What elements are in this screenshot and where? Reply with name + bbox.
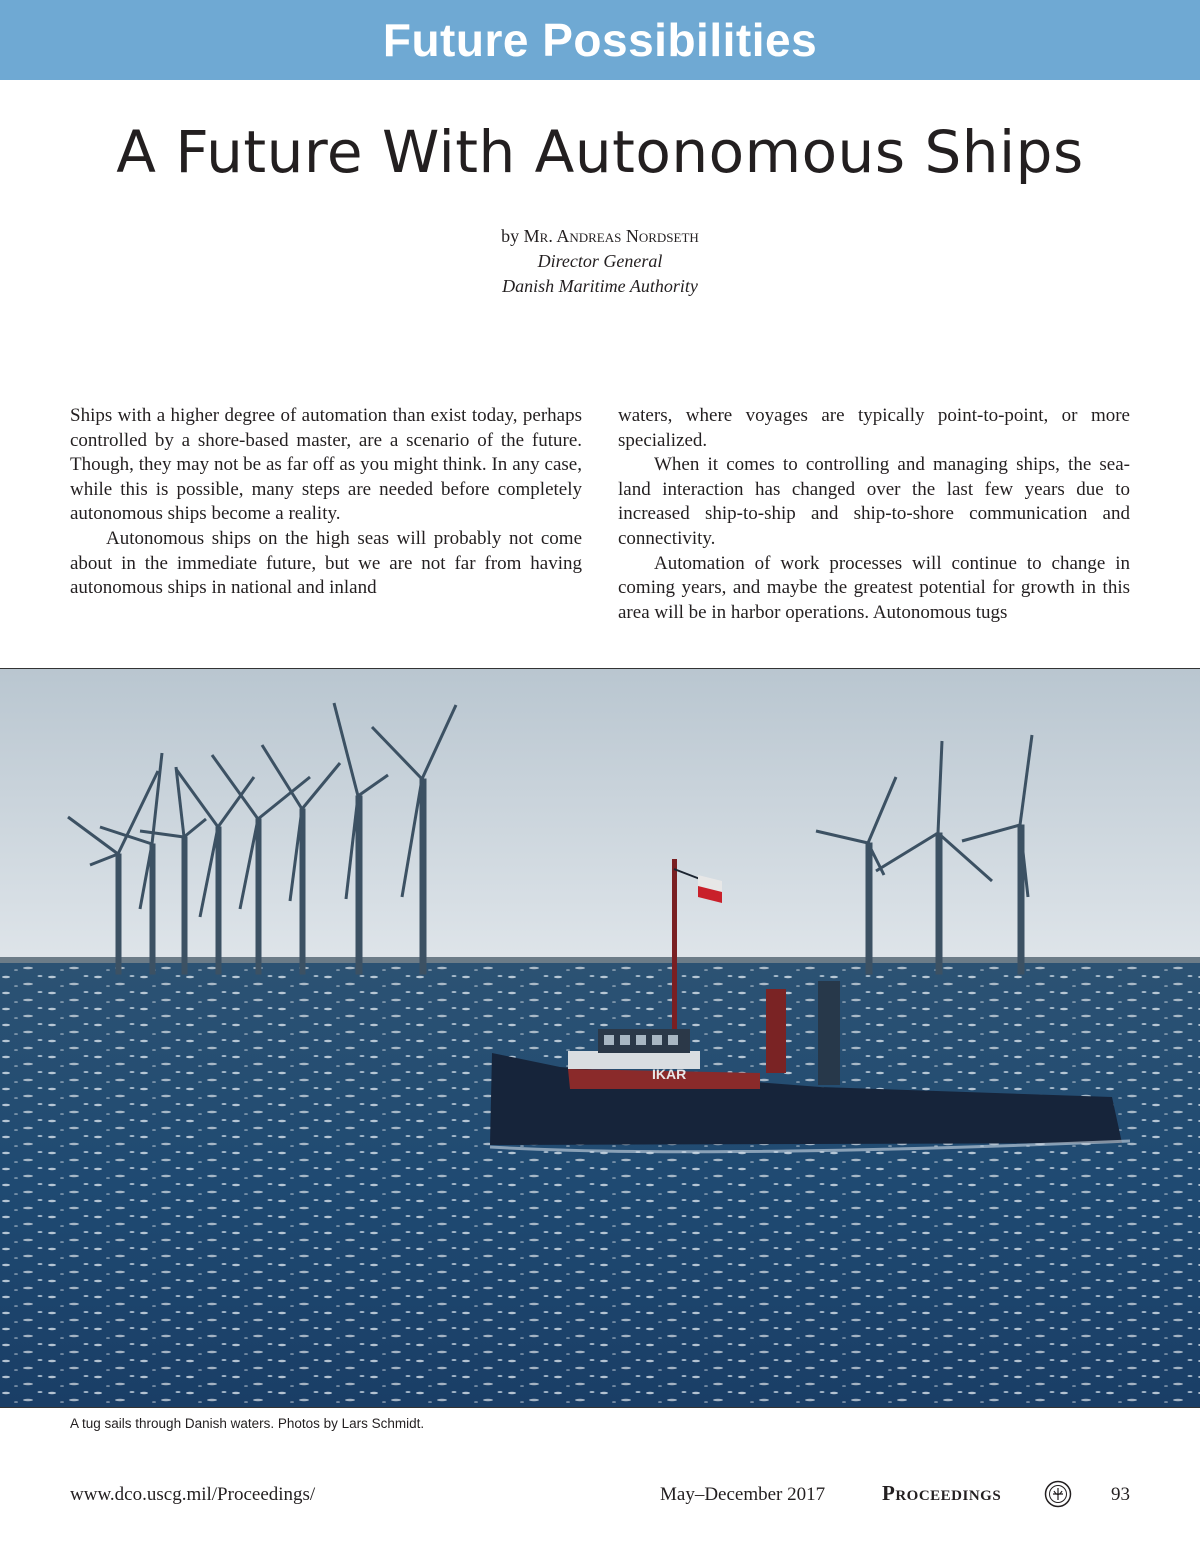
byline-prefix: by: [501, 226, 520, 246]
article-column-right: [618, 404, 1130, 625]
byline: [0, 224, 1200, 299]
photo-caption: A tug sails through Danish waters. Photos by Lars Schmidt.: [70, 1416, 425, 1431]
paragraph: When it comes to controlling and managing ships, the sea-land interaction has changed over the last few years due to increased ship-to-ship and ship-to-shore communication and connectivity.: [618, 454, 1130, 549]
tug-photo: [0, 668, 1200, 1408]
section-title: Future Possibilities: [382, 14, 818, 66]
paragraph: Ships with a higher degree of automation than exist today, perhaps controlled by a shore-based master, are a scenario of the future. Though, they may not be as far off as you might think. In any case, while this is possible, many steps are needed before completely autonomous ships become a reality.: [70, 405, 582, 525]
author-role: Director General: [537, 251, 663, 271]
section-banner: [0, 0, 1200, 80]
author-name: Mr. Andreas Nordseth: [523, 226, 699, 246]
footer-date: May–December 2017: [660, 1484, 826, 1505]
article-title: A Future With Autonomous Ships: [116, 118, 1084, 186]
article-column-left: [70, 404, 582, 601]
coast-guard-seal-icon: [1044, 1480, 1072, 1513]
paragraph: Autonomous ships on the high seas will probably not come about in the immediate future, but we are not far from having autonomous ships in national and inland: [70, 527, 582, 599]
paragraph: waters, where voyages are typically point-to-point, or more specialized.: [618, 405, 1130, 451]
paragraph: Automation of work processes will continue to change in coming years, and maybe the greatest potential for growth in this area will be in harbor operations. Autonomous tugs: [618, 552, 1130, 623]
page-number: 93: [1111, 1484, 1130, 1505]
footer-url[interactable]: www.dco.uscg.mil/Proceedings/: [70, 1484, 316, 1505]
tug-photo-illustration: [0, 669, 1200, 1407]
publication-name: Proceedings: [882, 1481, 1002, 1505]
byline-author-line: [0, 224, 1200, 249]
author-org: Danish Maritime Authority: [502, 276, 698, 296]
tug-name-label: IKAR: [652, 1066, 687, 1082]
